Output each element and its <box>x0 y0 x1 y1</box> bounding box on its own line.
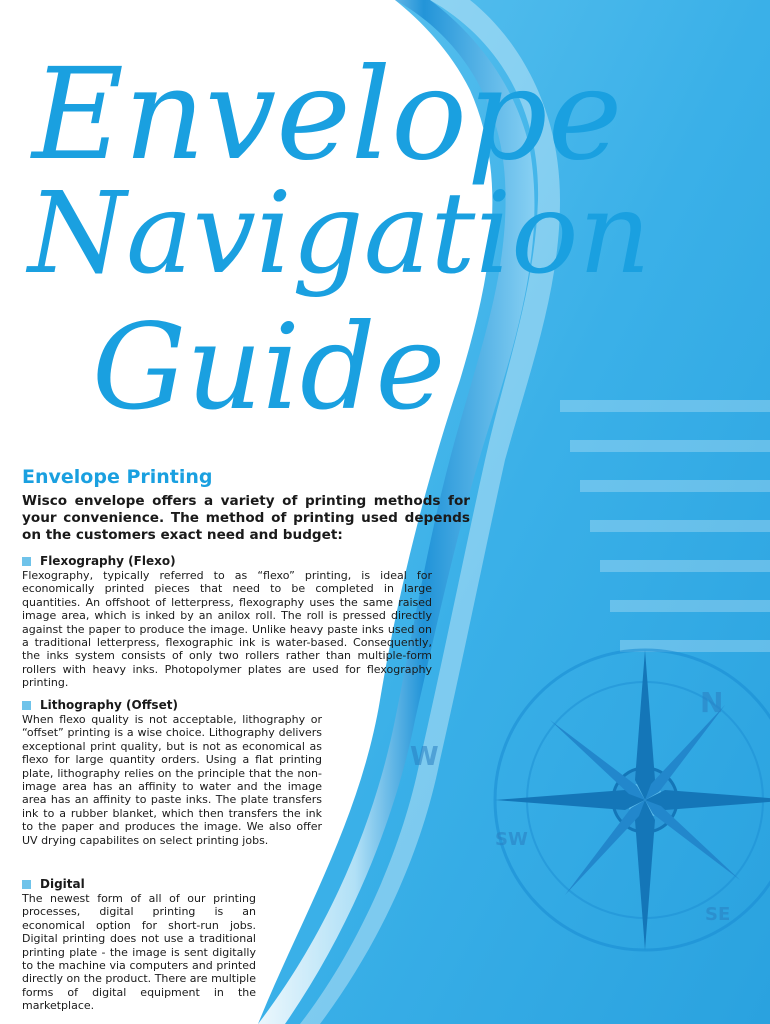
litho-section-title <box>22 698 178 712</box>
flexo-body: Flexography, typically referred to as “flexo” printing, is ideal for economically printed pieces that need to be completed in large quantities. An offshoot of letterpress, flexography uses the same raised image area, which is inked by an anilox roll. The roll is pressed directly against the paper to produce the image. Unlike heavy paste inks used on a traditional letterpress, flexographic ink is water-based. Consequently, the inks system consists of only two rollers rather than multiple-form rollers with heavy inks. Photopolymer plates are used for flexography printing. <box>22 569 432 690</box>
square-bullet-icon <box>22 701 31 710</box>
compass-label-sw: SW <box>495 829 528 850</box>
digital-section-title <box>22 877 85 891</box>
digital-body: The newest form of all of our printing processes, digital printing is an economical option for short-run jobs. Digital printing does not use a traditional printing plate - the image is sent digitally to the machine via computers and printed directly on the product. There are multiple forms of digital equipment in the marketplace. <box>22 892 256 1013</box>
compass-label-se: SE <box>705 904 731 925</box>
litho-body: When flexo quality is not acceptable, lithography or “offset” printing is a wise choice. Lithography delivers exceptional print quality, but is not as economical as flexo for large quantity orders. Using a flat printing plate, lithography relies on the principle that the non-image area has an affinity to water and the image area has an affinity to paste inks. The plate transfers ink to a rubber blanket, which then transfers the ink to the paper and produces the image. We also offer UV drying capabilites on select printing jobs. <box>22 713 322 847</box>
digital-title-text: Digital <box>40 877 85 891</box>
title-line-guide: Guide <box>92 298 446 436</box>
flexo-section-title <box>22 554 176 568</box>
title-line-envelope: Envelope <box>32 41 623 188</box>
square-bullet-icon <box>22 880 31 889</box>
title-line-navigation: Navigation <box>28 169 651 299</box>
flexo-title-text: Flexography (Flexo) <box>40 554 176 568</box>
litho-title-text: Lithography (Offset) <box>40 698 178 712</box>
square-bullet-icon <box>22 557 31 566</box>
compass-label-w: W <box>410 742 439 772</box>
page-title <box>0 0 770 460</box>
intro-paragraph: Wisco envelope offers a variety of printing methods for your convenience. The method of printing used depends on the customers exact need and budget: <box>22 493 470 543</box>
compass-label-n: N <box>700 686 724 719</box>
section-heading: Envelope Printing <box>22 466 213 488</box>
